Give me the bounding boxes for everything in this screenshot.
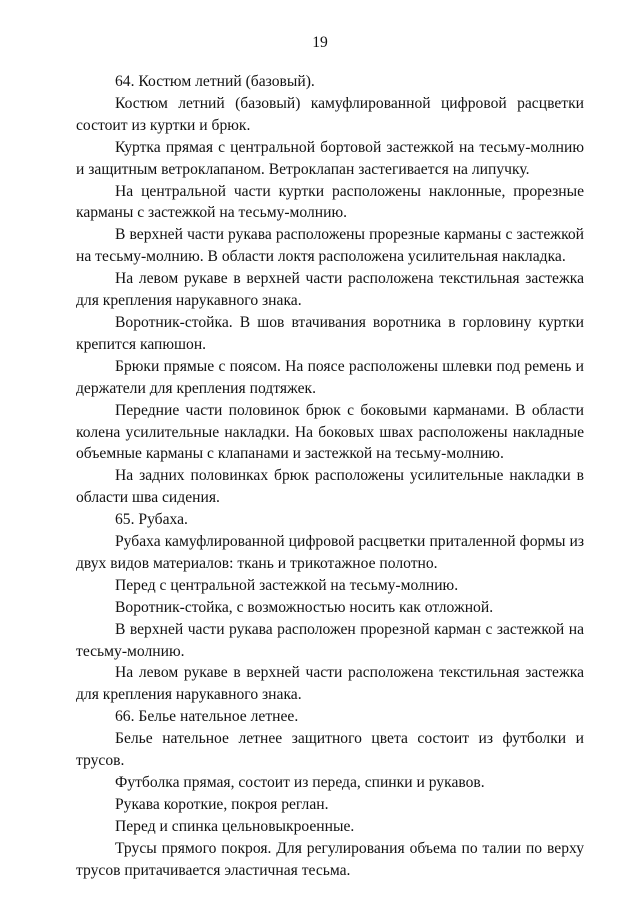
paragraph: Воротник-стойка, с возможностью носить как отложной. (115, 598, 494, 616)
paragraph: В верхней части рукава расположены прорезные карманы с застежкой на тесьму-молнию. В области локтя расположена усилительная накладка. (76, 226, 584, 266)
section-heading-66: 66. Белье нательное летнее. (115, 708, 299, 726)
paragraph: На левом рукаве в верхней части расположена текстильная застежка для крепления нарукавного знака. (76, 270, 584, 310)
page-body (76, 71, 584, 882)
paragraph: Костюм летний (базовый) камуфлированной цифровой расцветки состоит из куртки и брюк. (76, 94, 584, 134)
section-heading-64: 64. Костюм летний (базовый). (115, 73, 315, 90)
paragraph: В верхней части рукава расположен прорезной карман с застежкой на тесьму-молнию. (76, 620, 584, 660)
paragraph: Перед с центральной застежкой на тесьму-молнию. (115, 576, 459, 594)
paragraph: Белье нательное летнее защитного цвета состоит из футболки и трусов. (76, 730, 584, 770)
paragraph: Рукава короткие, покроя реглан. (115, 795, 329, 813)
paragraph: На левом рукаве в верхней части расположена текстильная застежка для крепления нарукавного знака. (76, 664, 584, 704)
paragraph: На задних половинках брюк расположены усилительные накладки в области шва сидения. (76, 467, 584, 507)
paragraph: Куртка прямая с центральной бортовой застежкой на тесьму-молнию и защитным ветроклапаном. Ветроклапан застегивается на липучку. (76, 138, 584, 178)
page-number: 19 (312, 34, 328, 51)
paragraph: Рубаха камуфлированной цифровой расцветки приталенной формы из двух видов материалов: ткань и трикотажное полотно. (76, 533, 584, 572)
paragraph: Воротник-стойка. В шов втачивания воротника в горловину куртки крепится капюшон. (76, 313, 584, 353)
paragraph: На центральной части куртки расположены наклонные, прорезные карманы с застежкой на тесьму-молнию. (76, 182, 584, 222)
paragraph: Перед и спинка цельновыкроенные. (115, 817, 355, 835)
paragraph: Трусы прямого покроя. Для регулирования объема по талии по верху трусов притачивается эластичная тесьма. (76, 839, 584, 879)
section-heading-65: 65. Рубаха. (115, 511, 188, 529)
paragraph: Передние части половинок брюк с боковыми карманами. В области колена усилительные накладки. На боковых швах расположены накладные объемные карманы с клапанами и застежкой на тесьму-молнию. (76, 401, 584, 463)
paragraph: Футболка прямая, состоит из переда, спинки и рукавов. (115, 774, 485, 791)
paragraph: Брюки прямые с поясом. На поясе расположены шлевки под ремень и держатели для крепления подтяжек. (76, 357, 584, 397)
